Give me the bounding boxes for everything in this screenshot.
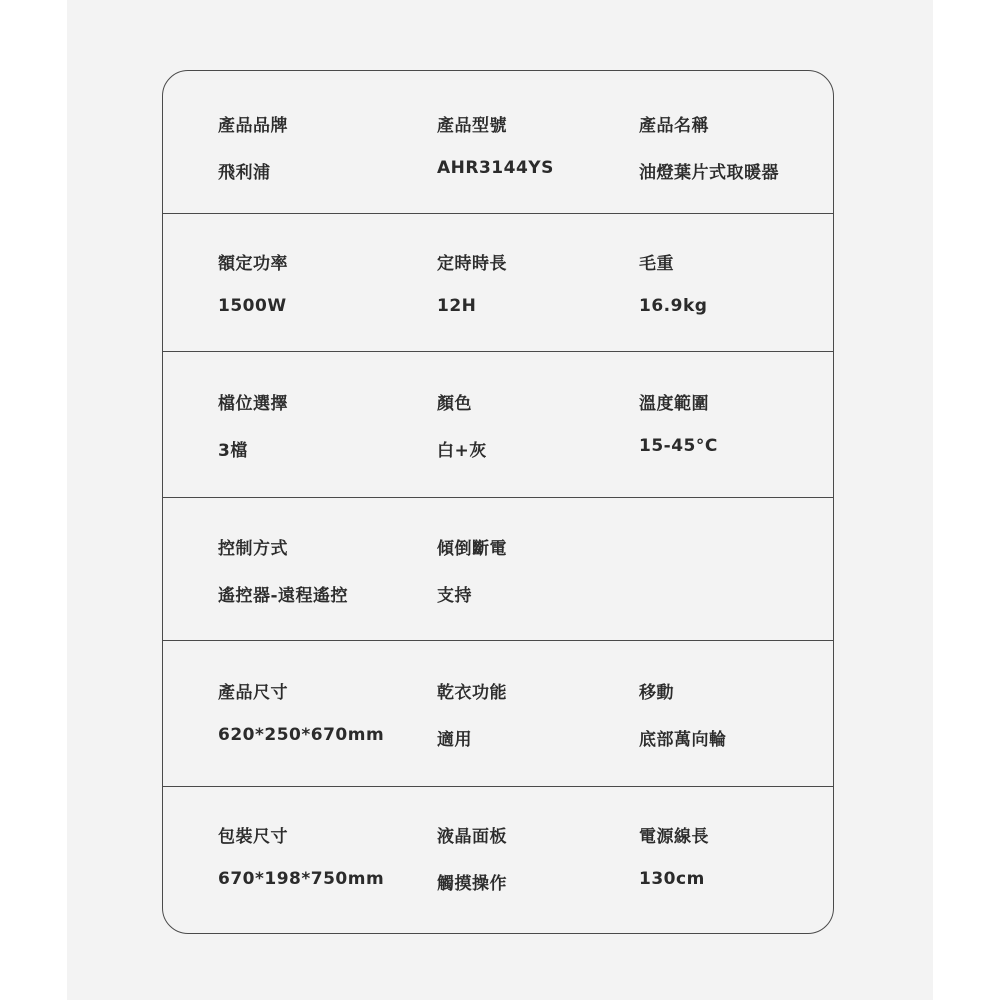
spec-label: 控制方式 (218, 539, 288, 559)
spec-label: 產品名稱 (639, 116, 709, 136)
spec-label: 包裝尺寸 (218, 827, 288, 847)
spec-label: 乾衣功能 (437, 683, 507, 703)
spec-value: AHR3144YS (437, 158, 554, 178)
spec-value: 16.9kg (639, 296, 708, 316)
spec-label: 額定功率 (218, 254, 288, 274)
spec-label: 溫度範圍 (639, 394, 709, 414)
spec-value: 油燈葉片式取暖器 (639, 163, 779, 183)
spec-label: 毛重 (639, 254, 674, 274)
spec-table-card (162, 70, 834, 934)
spec-value: 飛利浦 (218, 163, 271, 183)
row-divider (163, 786, 833, 787)
spec-label: 顏色 (437, 394, 472, 414)
spec-value: 3檔 (218, 441, 248, 461)
spec-label: 產品品牌 (218, 116, 288, 136)
spec-label: 液晶面板 (437, 827, 507, 847)
spec-value: 15-45°C (639, 436, 718, 456)
spec-value: 12H (437, 296, 477, 316)
spec-label: 產品尺寸 (218, 683, 288, 703)
spec-value: 觸摸操作 (437, 874, 507, 894)
spec-value: 670*198*750mm (218, 869, 385, 889)
spec-value: 130cm (639, 869, 705, 889)
spec-value: 支持 (437, 586, 472, 606)
spec-value: 適用 (437, 730, 472, 750)
row-divider (163, 213, 833, 214)
spec-value: 白+灰 (437, 441, 487, 461)
row-divider (163, 640, 833, 641)
spec-value: 遙控器-遠程遙控 (218, 586, 349, 606)
spec-value: 底部萬向輪 (639, 730, 727, 750)
spec-label: 定時時長 (437, 254, 507, 274)
spec-label: 傾倒斷電 (437, 539, 507, 559)
spec-value: 1500W (218, 296, 287, 316)
spec-label: 電源線長 (639, 827, 709, 847)
spec-label: 產品型號 (437, 116, 507, 136)
row-divider (163, 351, 833, 352)
row-divider (163, 497, 833, 498)
spec-label: 移動 (639, 683, 674, 703)
spec-value: 620*250*670mm (218, 725, 385, 745)
spec-label: 檔位選擇 (218, 394, 288, 414)
